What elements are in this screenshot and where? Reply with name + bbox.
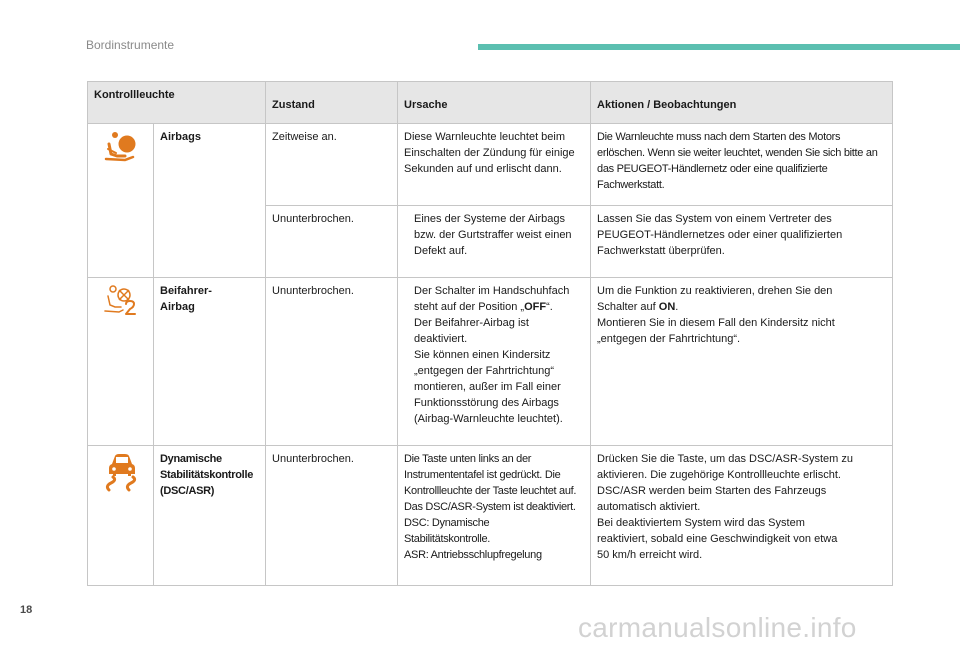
header-ursache: Ursache [398,82,591,124]
text-line: Der Beifahrer-Airbag ist [414,317,529,329]
text-line: Montieren Sie in diesem Fall den Kindersitz nicht [597,317,835,329]
cell-aktionen [591,278,893,446]
text-line: „entgegen der Fahrtrichtung“. [597,333,741,345]
text-line: Das DSC/ASR-System ist deaktiviert. [404,501,576,513]
table-row [88,446,893,586]
text-line: 50 km/h erreicht wird. [597,549,703,561]
page-number: 18 [20,604,33,616]
text-line: Instrumententafel ist gedrückt. Die [404,469,561,481]
dsc-asr-skid-icon [103,452,139,492]
text-line: Der Schalter im Handschuhfach [414,285,570,297]
text-line: Schalter auf [597,301,659,313]
icon-cell [88,446,154,586]
text-line: ASR: Antriebsschlupfregelung [404,549,542,561]
table-header-row [88,82,893,124]
cell-aktionen: Lassen Sie das System von einem Vertreter des PEUGEOT-Händlernetzes oder einer qualifizierten Fachwerkstatt überprüfen. [591,206,893,278]
icon-cell [88,124,154,278]
row-name-line: Airbag [160,301,195,313]
text-line: steht auf der Position „ [414,301,525,313]
table-row [88,278,893,446]
text-line: “. [546,301,553,313]
text-line: Stabilitätskontrolle. [404,533,491,545]
text-line: Kontrollleuchte der Taste leuchtet auf. [404,485,577,497]
airbag-warning-icon [103,130,139,164]
text-line: aktivieren. Die zugehörige Kontrollleuchte erlischt. [597,469,841,481]
on-label: ON [658,301,676,313]
cell-zustand: Ununterbrochen. [266,206,398,278]
icon-cell [88,278,154,446]
text-line: . [675,301,679,313]
cell-zustand: Ununterbrochen. [266,278,398,446]
text-line: Die Taste unten links an der [404,453,532,465]
cell-ursache: Eines der Systeme der Airbags bzw. der Gurtstraffer weist einen Defekt auf. [398,206,591,278]
text-line: montieren, außer im Fall einer [414,381,561,393]
row-name-dsc-asr [154,446,266,586]
text-line: (Airbag-Warnleuchte leuchtet). [414,413,563,425]
text-line: Sie können einen Kindersitz [414,349,551,361]
text-line: „entgegen der Fahrtrichtung“ [414,365,555,377]
cell-zustand: Zeitweise an. [266,124,398,206]
header-kontrollleuchte: Kontrollleuchte [88,82,266,124]
off-label: OFF [524,301,547,313]
cell-aktionen: Die Warnleuchte muss nach dem Starten des Motors erlöschen. Wenn sie weiter leuchtet, wenden Sie sich bitte an das PEUGEOT-Händlernetz oder eine qualifizierte Fachwerkstatt. [591,124,893,206]
section-title: Bordinstrumente [86,38,175,52]
text-line: automatisch aktiviert. [597,501,701,513]
row-name-airbags: Airbags [154,124,266,278]
cell-ursache: Diese Warnleuchte leuchtet beim Einschalten der Zündung für einige Sekunden auf und erlischt dann. [398,124,591,206]
text-line: Um die Funktion zu reaktivieren, drehen Sie den [597,285,833,297]
text-line: deaktiviert. [414,333,468,345]
cell-zustand: Ununterbrochen. [266,446,398,586]
warning-lights-table [87,81,893,586]
row-name-beifahrer-airbag [154,278,266,446]
header-aktionen: Aktionen / Beobachtungen [591,82,893,124]
row-name-line: Dynamische [160,453,222,465]
cell-ursache [398,278,591,446]
text-line: DSC/ASR werden beim Starten des Fahrzeugs [597,485,827,497]
text-line: Funktionsstörung des Airbags [414,397,559,409]
text-line: reaktiviert, sobald eine Geschwindigkeit von etwa [597,533,838,545]
section-title-bar [478,44,960,50]
table-row [88,124,893,206]
text-line: Bei deaktiviertem System wird das System [597,517,805,529]
cell-aktionen [591,446,893,586]
row-name-line: Beifahrer- [160,285,212,297]
row-name-line: Stabilitätskontrolle [160,469,254,481]
text-line: DSC: Dynamische [404,517,490,529]
text-line: Drücken Sie die Taste, um das DSC/ASR-System zu [597,453,853,465]
header-zustand: Zustand [266,82,398,124]
passenger-airbag-off-icon [103,284,139,318]
watermark: carmanualsonline.info [578,612,857,643]
row-name-line: (DSC/ASR) [160,485,215,497]
cell-ursache [398,446,591,586]
